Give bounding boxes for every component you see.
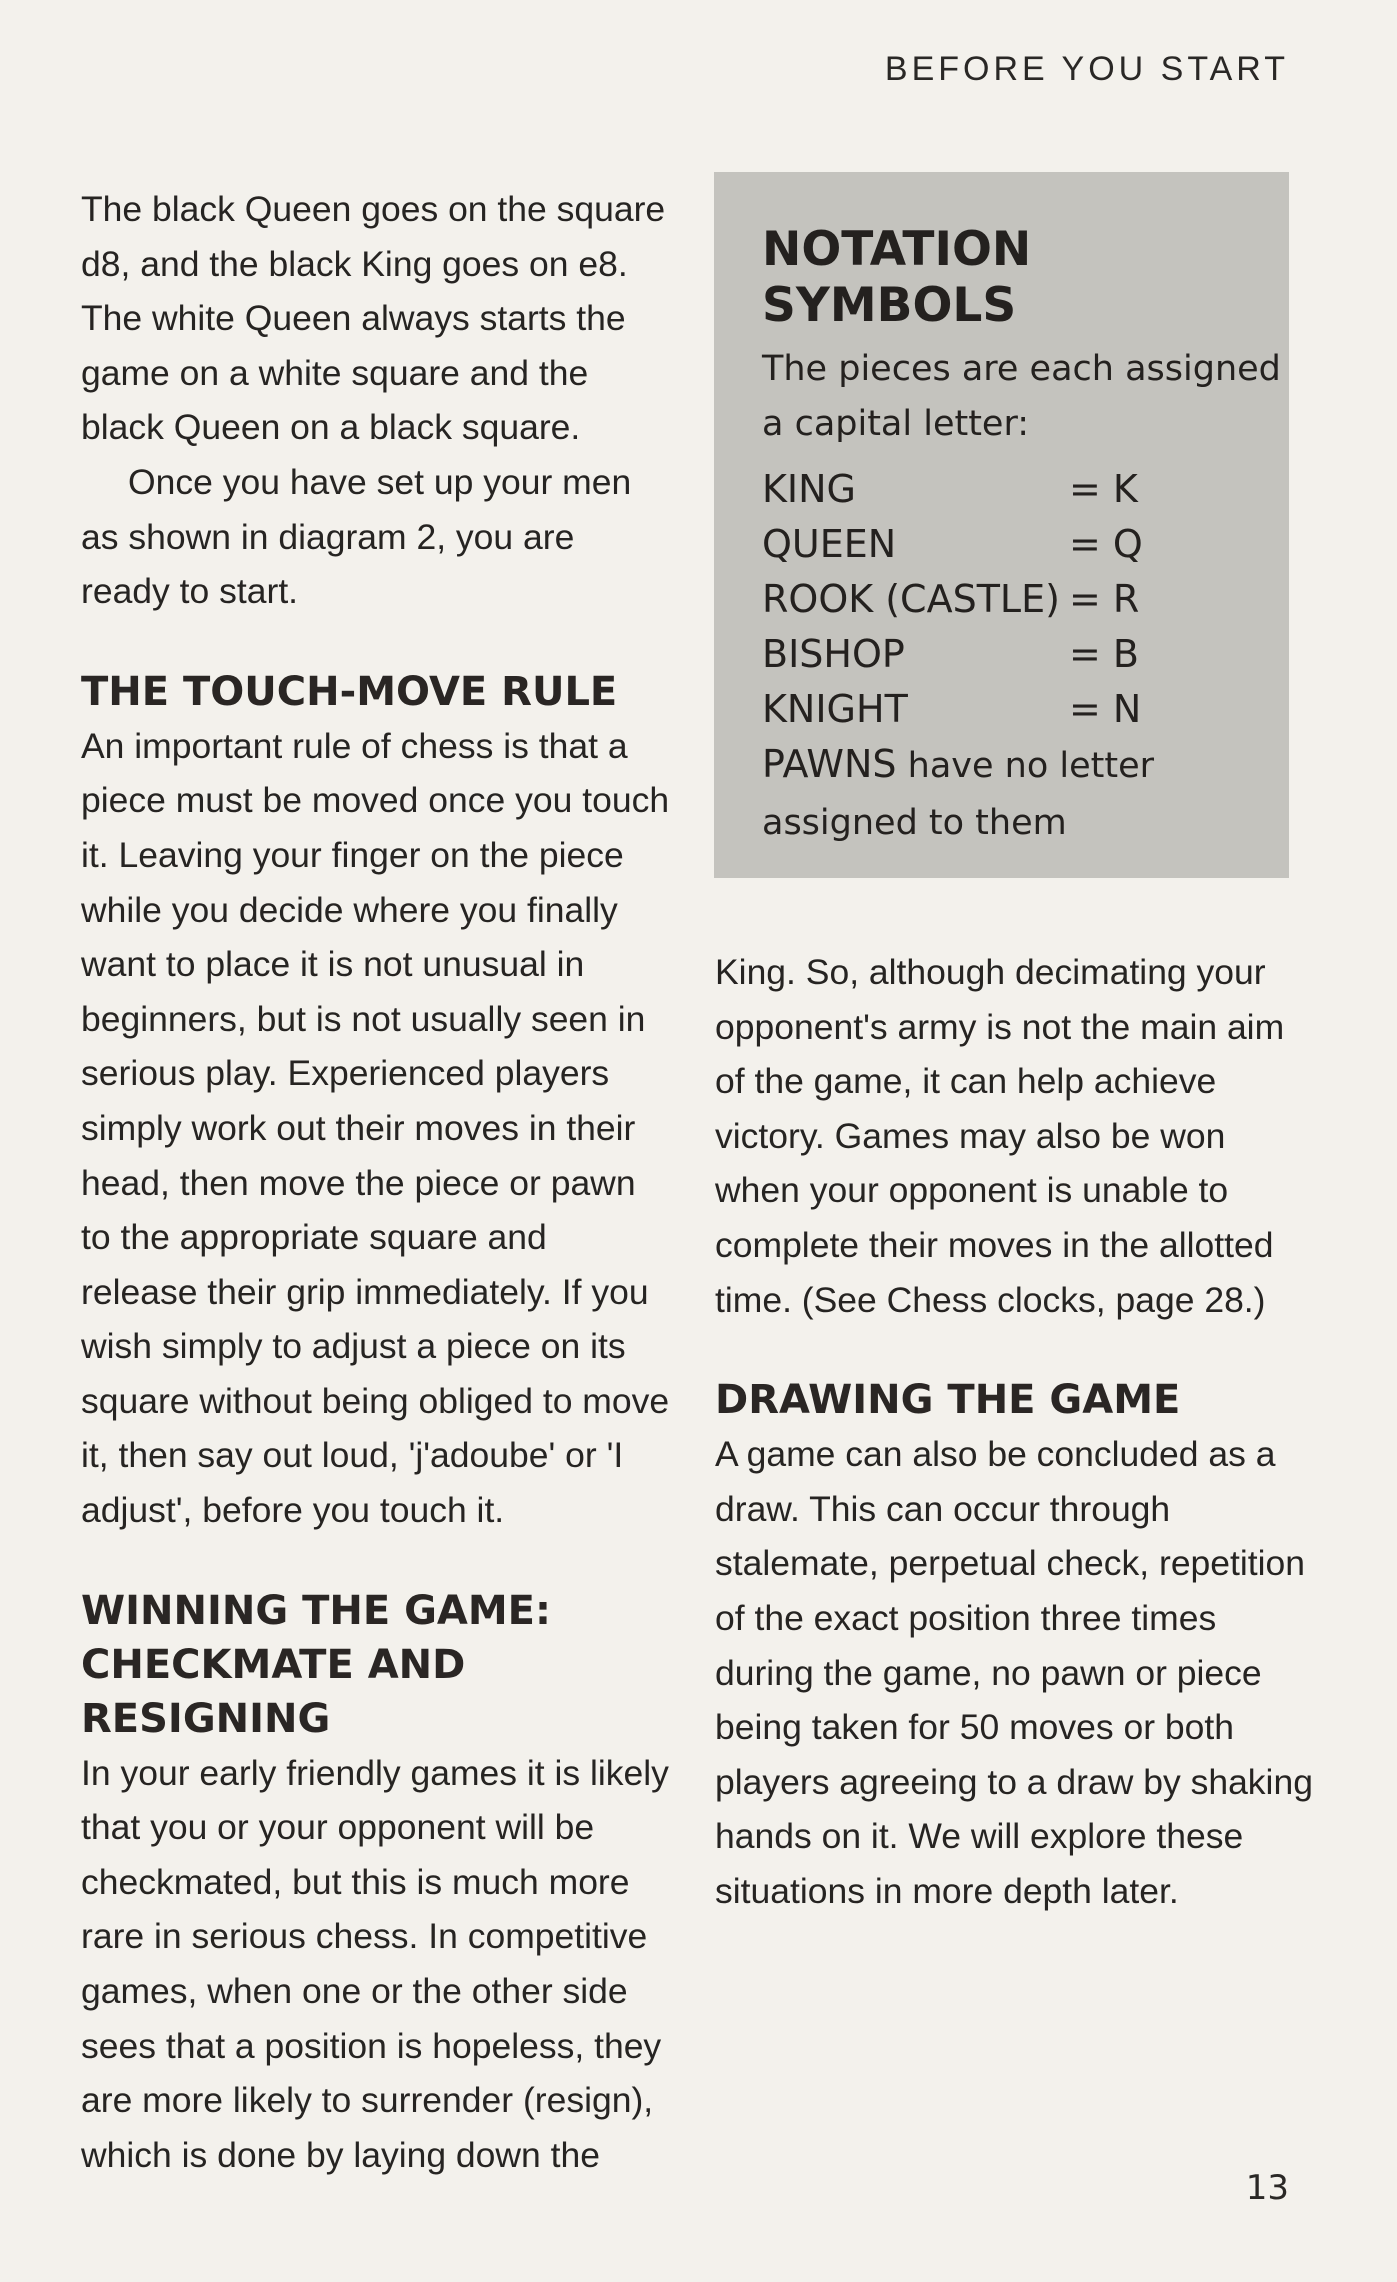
- drawing-heading: DRAWING THE GAME: [715, 1377, 1181, 1424]
- piece-letter: = K: [1069, 467, 1138, 511]
- notation-row-king: [762, 462, 1289, 517]
- left-column: [81, 182, 671, 2182]
- piece-letter: = B: [1069, 632, 1139, 676]
- notation-symbols-box: [714, 172, 1289, 878]
- continuation-paragraph: King. So, although decimating your opponent's army is not the main aim of the game, it can help achieve victory. Games may also be won when your opponent is unable to complete their moves in the allotted time. (See Chess clocks, page 28.): [715, 952, 1285, 1320]
- piece-letter: = R: [1069, 577, 1140, 621]
- winning-body: In your early friendly games it is likely that you or your opponent will be checkmated, but this is much more rare in serious chess. In competitive games, when one or the other side sees that a position is hopeless, they are more likely to surrender (resign), which is done by laying down the: [81, 1752, 669, 2175]
- piece-name: QUEEN: [762, 522, 897, 566]
- right-column: [715, 945, 1315, 1919]
- notation-row-queen: [762, 517, 1289, 572]
- page-number: 13: [1245, 2168, 1289, 2208]
- running-head: BEFORE YOU START: [884, 50, 1289, 88]
- intro-paragraph-1: The black Queen goes on the square d8, and the black King goes on e8. The white Queen always starts the game on a white square and the black Queen on a black square.: [81, 189, 666, 448]
- notation-intro: The pieces are each assigned a capital letter:: [762, 349, 1281, 444]
- notation-row-knight: [762, 682, 1289, 737]
- pawns-note: have no letter assigned to them: [762, 746, 1155, 843]
- winning-heading-line-2: CHECKMATE AND RESIGNING: [81, 1641, 466, 1742]
- piece-letter: = N: [1069, 687, 1142, 731]
- piece-letter: = Q: [1069, 522, 1143, 566]
- touch-move-body: An important rule of chess is that a piece must be moved once you touch it. Leaving your finger on the piece while you decide where you finally want to place it is not unusual in beginners, but is not usually seen in serious play. Experienced players simply work out their moves in their head, then move the piece or pawn to the appropriate square and release their grip immediately. If you wish simply to adjust a piece on its square without being obliged to move it, then say out loud, 'j'adoube' or 'I adjust', before you touch it.: [81, 725, 670, 1531]
- notation-pawns-line: [762, 737, 1289, 851]
- piece-name: BISHOP: [762, 632, 905, 676]
- piece-name: ROOK (CASTLE): [762, 577, 1060, 621]
- pawns-label: PAWNS: [762, 742, 897, 786]
- drawing-body: A game can also be concluded as a draw. This can occur through stalemate, perpetual check, repetition of the exact position three times during the game, no pawn or piece being taken for 50 moves or both players agreeing to a draw by shaking hands on it. We will explore these situations in more depth later.: [715, 1434, 1313, 1911]
- intro-paragraph-2: Once you have set up your men as shown in diagram 2, you are ready to start.: [81, 461, 632, 612]
- notation-list: [762, 462, 1289, 851]
- piece-name: KING: [762, 467, 856, 511]
- notation-title: NOTATION SYMBOLS: [762, 222, 1032, 333]
- piece-name: KNIGHT: [762, 687, 908, 731]
- winning-heading: [81, 1584, 671, 1746]
- winning-heading-line-1: WINNING THE GAME:: [81, 1587, 551, 1634]
- notation-row-rook: [762, 572, 1289, 627]
- notation-row-bishop: [762, 627, 1289, 682]
- touch-move-heading: THE TOUCH-MOVE RULE: [81, 668, 618, 715]
